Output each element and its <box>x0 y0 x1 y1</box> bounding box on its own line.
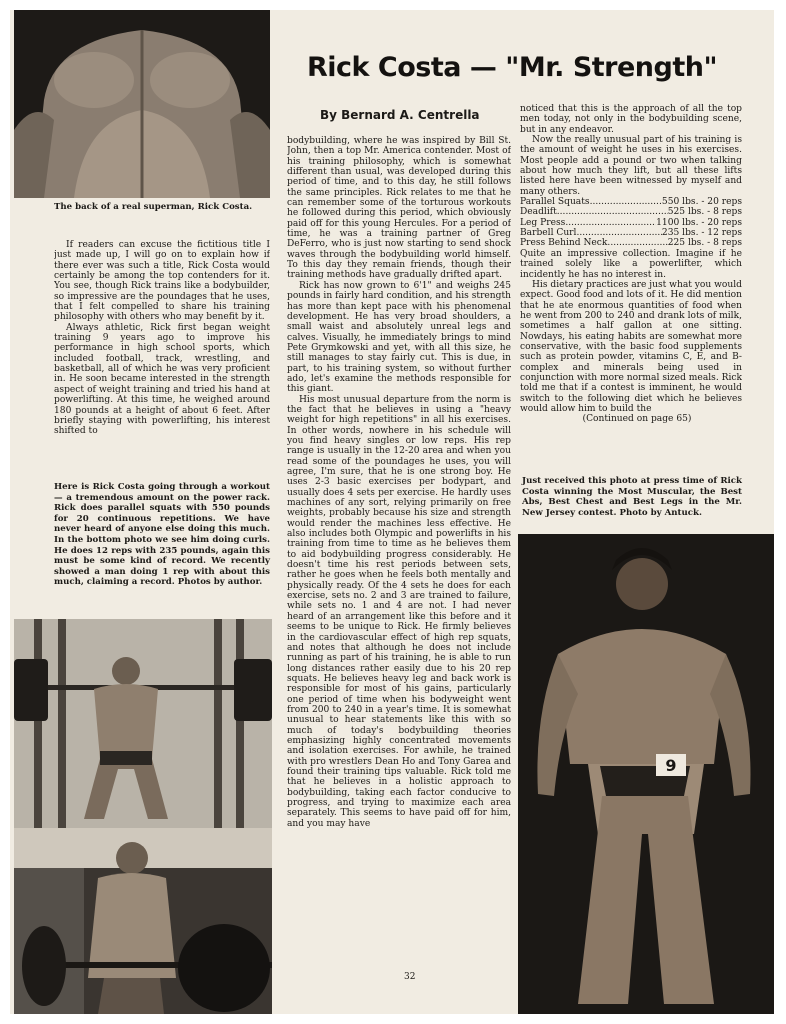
lift-name: Leg Press <box>520 217 566 228</box>
caption-contest-photo: Just received this photo at press time of Rick Costa winning the Most Muscular, the Best Abs, Best Chest and Best Legs in the Mr. New Jersey contest. Photo by Antuck. <box>522 476 742 518</box>
paragraph: noticed that this is the approach of all the top men today, not only in the bodybuilding scene, but in any endeavor. <box>520 104 742 135</box>
lift-row <box>520 238 742 248</box>
lift-value: 525 lbs. - 8 reps <box>667 207 742 218</box>
lift-value: 550 lbs. - 20 reps <box>661 197 742 208</box>
magazine-page <box>10 10 774 1014</box>
lift-row <box>520 228 742 238</box>
photo-power-rack-squat <box>14 619 272 829</box>
article-title: Rick Costa — "Mr. Strength" <box>307 52 718 83</box>
continued-note: (Continued on page 65) <box>582 414 692 425</box>
paragraph: Now the really unusual part of his training is the amount of weight he uses in his exercises. Most people add a pound or two when talking about how much they lift, but all these lifts listed here have been witnessed by myself and many others. <box>520 135 742 197</box>
page-number: 32 <box>404 972 416 982</box>
text-column-3 <box>520 104 742 472</box>
lift-value: 1100 lbs. - 20 reps <box>656 217 742 228</box>
caption-workout-photos: Here is Rick Costa going through a workout — a tremendous amount on the power rack. Rick does parallel squats with 550 pounds for 20 continuous repetitions. We have never heard of anyone else doing this much. In the bottom photo we see him doing curls. He does 12 reps with 235 pounds, again this must be some kind of record. We recently showed a man doing 1 rep with about this much, claiming a record. Photos by author. <box>54 482 270 588</box>
photo-back-pose <box>14 10 270 198</box>
paragraph: His most unusual departure from the norm is the fact that he believes in using a "heavy weight for high repetitions" in all his exercises. In other words, nowhere in his schedule will you find heavy singles or low reps. His rep range is usually in the 12-20 area and when you read some of the poundages he uses, you will agree, I'm sure, that he is one strong boy. He uses 2-3 basic exercises per bodypart, and usually does 4 sets per exercise. He hardly uses machines of any sort, relying primarily on free weights, probably because his size and strength would render the machines less effective. He also includes both Olympic and powerlifts in his training from time to time as he believes them to aid bodybuilding progress considerably. He doesn't time his rest periods between sets, rather he goes when he feels both mentally and physically ready. Of the 4 sets he does for each exercise, sets no. 2 and 3 are trained to failure, while sets no. 1 and 4 are not. I had never heard of an arrangement like this before and it seems to be unique to Rick. He firmly believes in the cardiovascular effect of high rep squats, and notes that although he does not include running as part of his training, he is able to run long distances rather easily due to his 20 rep squats. He believes heavy leg and back work is responsible for most of his gains, particularly one period of time when his bodyweight went from 200 to 240 in a year's time. It is somewhat unusual to hear statements like this with so much of today's bodybuilding theories emphasizing highly concentrated movements and isolation exercises. For awhile, he trained with pro wrestlers Dean Ho and Tony Garea and found their training tips valuable. Rick told me that he believes in a holistic approach to bodybuilding, taking each factor conducive to progress, and trying to maximize each area separately. This seems to have paid off for him, and you may have <box>287 394 511 829</box>
lift-row <box>520 218 742 228</box>
paragraph: Quite an impressive collection. Imagine if he trained solely like a powerlifter, which incidently he has no interest in. <box>520 248 742 280</box>
lift-row <box>520 207 742 217</box>
photo-barbell-curl <box>14 828 272 1014</box>
article-byline: By Bernard A. Centrella <box>320 108 480 122</box>
lift-value: 235 lbs. - 12 reps <box>661 228 742 239</box>
lift-value: 225 lbs. - 8 reps <box>667 238 742 249</box>
caption-back-photo: The back of a real superman, Rick Costa. <box>54 202 253 212</box>
lift-name: Deadlift <box>520 207 557 218</box>
photo-contest-pose <box>518 534 774 1014</box>
lift-list <box>520 197 742 249</box>
lift-name: Press Behind Neck <box>520 238 608 249</box>
lift-name: Barbell Curl <box>520 228 577 239</box>
lift-row <box>520 197 742 207</box>
text-column-2 <box>287 136 511 968</box>
paragraph: His dietary practices are just what you would expect. Good food and lots of it. He did mention that he ate enormous quantities of food when he went from 200 to 240 and drank lots of milk, sometimes a half gallon at one sitting. Nowdays, his eating habits are somewhat more conservative, with the basic food supplements such as protein powder, vitamins C, E, and B-complex and minerals being used in conjunction with more normal sized meals. Rick told me that if a contest is imminent, he would switch to the following diet which he believes would allow him to build the <box>520 279 742 414</box>
paragraph: If readers can excuse the fictitious title I just made up, I will go on to explain how if there ever was such a title, Rick Costa would certainly be among the top contenders for it. You see, though Rick trains like a bodybuilder, so impressive are the poundages that he uses, that I felt compelled to share his training philosophy with others who may benefit by it. <box>54 240 270 323</box>
paragraph: bodybuilding, where he was inspired by Bill St. John, then a top Mr. America contender. Most of his training philosophy, which is somewhat different than usual, was developed during this period of time, and to this day, he still follows the same principles. Rick relates to me that he can remember some of the torturous workouts he followed during this period, which obviously paid off for this young Hercules. For a period of time, he was a training partner of Greg DeFerro, who is just now starting to send shock waves through the bodybuilding world himself. To this day they remain friends, though their training methods have gradually drifted apart. <box>287 136 511 281</box>
contest-number: 9 <box>665 756 677 775</box>
paragraph: Always athletic, Rick first began weight training 9 years ago to improve his performance in high school sports, which included football, track, wrestling, and basketball, all of which he was very proficient in. He soon became interested in the strength aspect of weight training and tried his hand at powerlifting. At this time, he weighed around 180 pounds at a height of about 6 feet. After briefly staying with powerlifting, his interest shifted to <box>54 322 270 437</box>
text-column-1 <box>54 240 270 484</box>
paragraph: Rick has now grown to 6'1" and weighs 245 pounds in fairly hard condition, and his strength has more than kept pace with his phenomenal development. He has very broad shoulders, a small waist and absolutely unreal legs and calves. Visually, he immediately brings to mind Pete Grymkowski and yet, with all this size, he still manages to stay fairly cut. This is due, in part, to his training system, so without further ado, let's examine the methods responsible for this giant. <box>287 280 511 395</box>
lift-name: Parallel Squats <box>520 197 590 208</box>
